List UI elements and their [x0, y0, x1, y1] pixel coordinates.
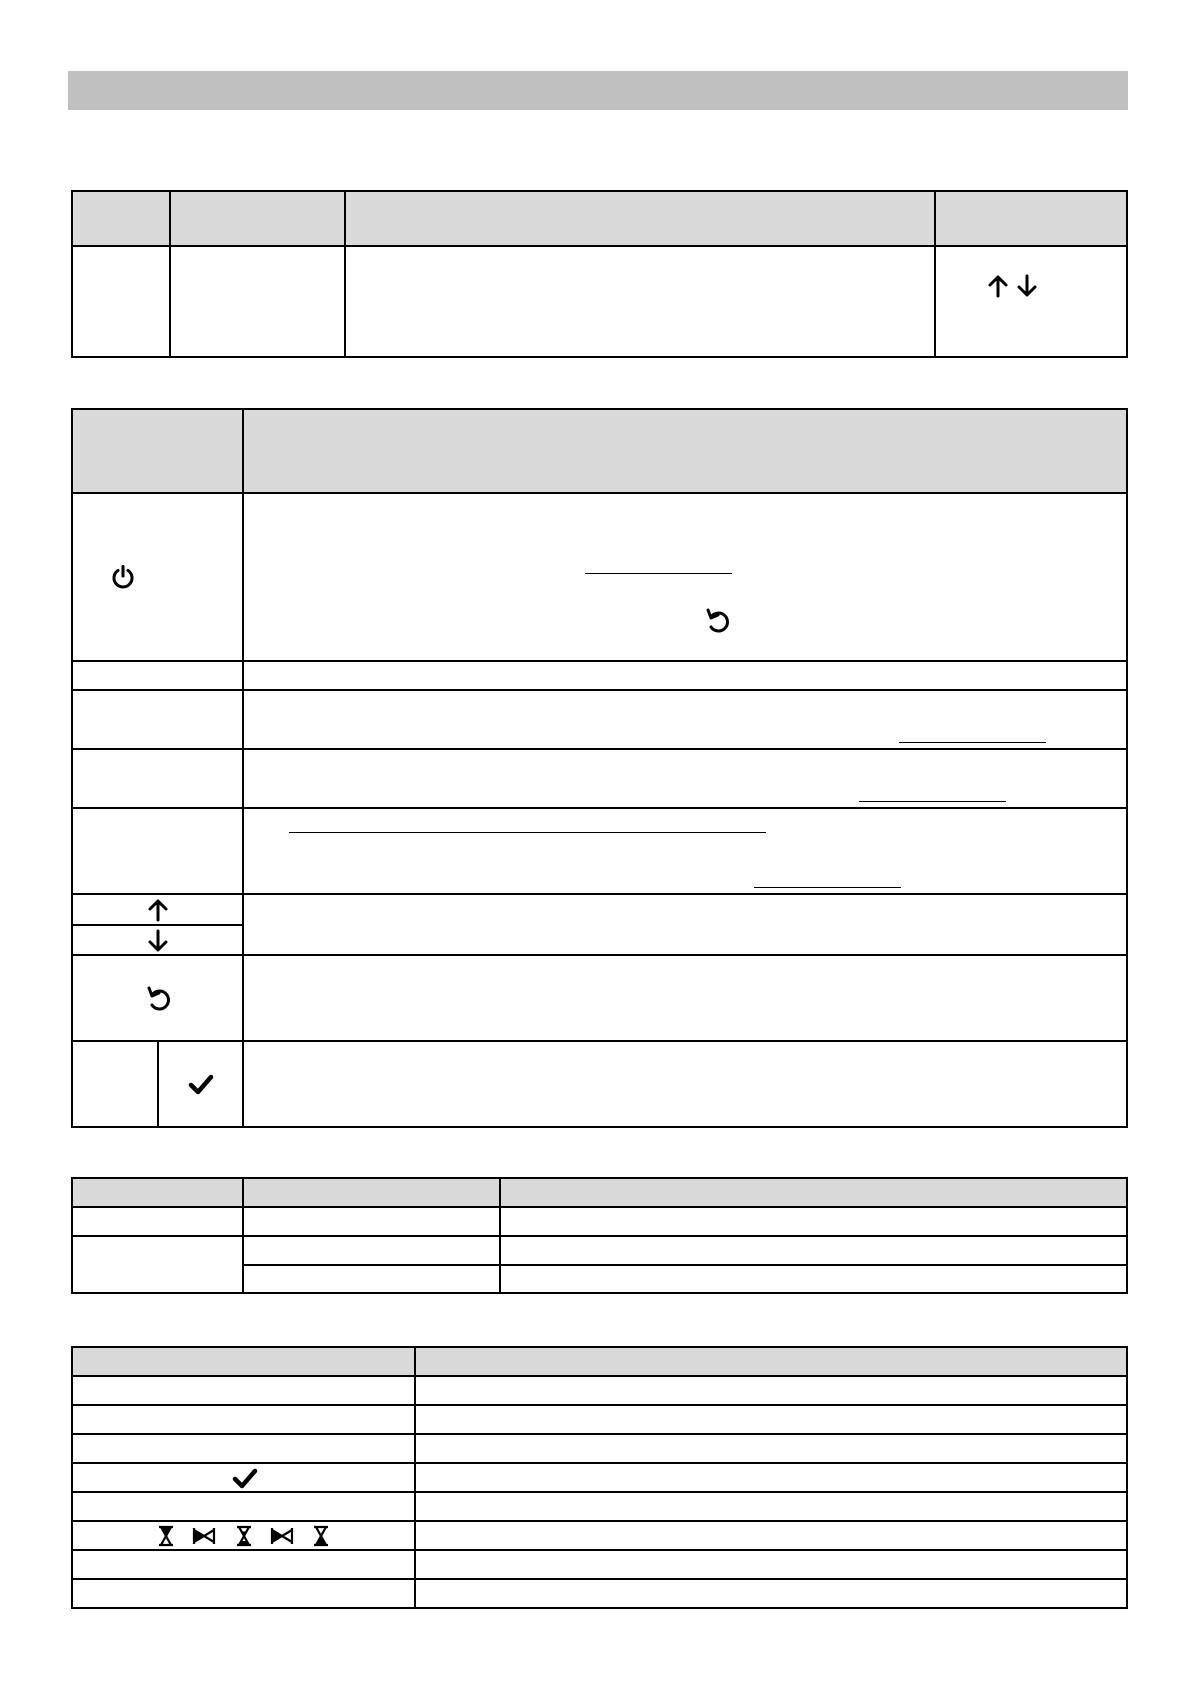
hourglass-side-icon [270, 1526, 294, 1546]
symbol-cell [72, 1550, 415, 1579]
symbols-header-cell [415, 1347, 1127, 1376]
button-symbol-cell [72, 661, 243, 690]
button-symbol-cell [72, 749, 243, 808]
hourglass-full-bottom-icon [312, 1525, 330, 1547]
meaning-cell [415, 1521, 1127, 1550]
underline-rule [289, 832, 766, 833]
symbol-cell [72, 1405, 415, 1434]
table-row [72, 1207, 1127, 1236]
button-description-cell [243, 894, 1127, 955]
button-symbol-cell [72, 808, 243, 894]
button-description-cell [243, 1041, 1127, 1127]
table-row [72, 1521, 1127, 1550]
table-row [72, 1041, 1127, 1127]
summary-header-cell [345, 191, 935, 246]
summary-cell [935, 246, 1127, 357]
display-symbols-table [71, 1346, 1128, 1609]
summary-cell [170, 246, 345, 357]
buttons-table [71, 408, 1128, 1128]
summary-cell [345, 246, 935, 357]
arrow-down-icon [147, 929, 169, 953]
table-row [72, 246, 1127, 357]
table-row [72, 1236, 1127, 1265]
modes-header-cell [72, 1178, 243, 1207]
modes-header-cell [500, 1178, 1127, 1207]
button-symbol-cell [158, 1041, 243, 1127]
summary-table [71, 190, 1128, 358]
arrow-up-icon [147, 898, 169, 922]
symbol-cell [72, 1434, 415, 1463]
symbol-cell [72, 1376, 415, 1405]
button-description-cell [243, 661, 1127, 690]
button-symbol-cell [72, 493, 243, 661]
summary-header-cell [935, 191, 1127, 246]
meaning-cell [415, 1405, 1127, 1434]
meaning-cell [415, 1463, 1127, 1492]
modes-cell [72, 1207, 243, 1236]
symbols-header-cell [72, 1347, 415, 1376]
underline-rule [585, 573, 732, 574]
button-symbol-cell [72, 690, 243, 749]
section-header-bar [68, 71, 1128, 110]
underline-rule [859, 801, 1006, 802]
undo-icon [146, 985, 172, 1013]
hourglass-full-top-icon [157, 1525, 175, 1547]
button-description-cell [243, 808, 1127, 894]
symbol-cell [72, 1579, 415, 1608]
summary-cell [72, 246, 170, 357]
button-description-cell [243, 955, 1127, 1041]
button-group-cell [72, 1041, 158, 1127]
underline-rule [899, 742, 1046, 743]
underline-rule [754, 887, 901, 888]
symbol-cell [72, 1521, 415, 1550]
modes-cell [243, 1236, 500, 1265]
check-icon [188, 1073, 214, 1095]
table-row [72, 1579, 1127, 1608]
button-description-cell [243, 493, 1127, 661]
table-row [72, 1550, 1127, 1579]
table-row [72, 493, 1127, 661]
meaning-cell [415, 1434, 1127, 1463]
buttons-header-cell [243, 409, 1127, 493]
modes-cell [243, 1207, 500, 1236]
undo-icon [705, 607, 731, 635]
table-row [72, 749, 1127, 808]
table-row [72, 1492, 1127, 1521]
meaning-cell [415, 1579, 1127, 1608]
modes-header-cell [243, 1178, 500, 1207]
meaning-cell [415, 1550, 1127, 1579]
button-symbol-cell [72, 955, 243, 1041]
modes-table [71, 1177, 1128, 1294]
meaning-cell [415, 1492, 1127, 1521]
button-symbol-cell [72, 925, 243, 955]
table-row [72, 661, 1127, 690]
table-row [72, 955, 1127, 1041]
summary-header-cell [170, 191, 345, 246]
modes-cell [500, 1236, 1127, 1265]
table-row [72, 1376, 1127, 1405]
arrow-down-icon [1016, 274, 1038, 298]
button-symbol-cell [72, 894, 243, 925]
meaning-cell [415, 1376, 1127, 1405]
modes-cell [243, 1265, 500, 1293]
summary-header-cell [72, 191, 170, 246]
modes-cell [500, 1207, 1127, 1236]
table-row [72, 894, 1127, 925]
symbol-cell [72, 1463, 415, 1492]
table-row [72, 1463, 1127, 1492]
modes-cell [500, 1265, 1127, 1293]
table-row [72, 690, 1127, 749]
buttons-header-cell [72, 409, 243, 493]
symbol-cell [72, 1492, 415, 1521]
check-icon [232, 1467, 258, 1489]
hourglass-side-icon [192, 1526, 216, 1546]
hourglass-half-icon [235, 1525, 253, 1547]
table-row [72, 1434, 1127, 1463]
button-description-cell [243, 690, 1127, 749]
arrow-up-icon [987, 274, 1009, 298]
power-icon [110, 564, 136, 590]
table-row [72, 1405, 1127, 1434]
modes-cell [72, 1236, 243, 1293]
button-description-cell [243, 749, 1127, 808]
table-row [72, 808, 1127, 894]
